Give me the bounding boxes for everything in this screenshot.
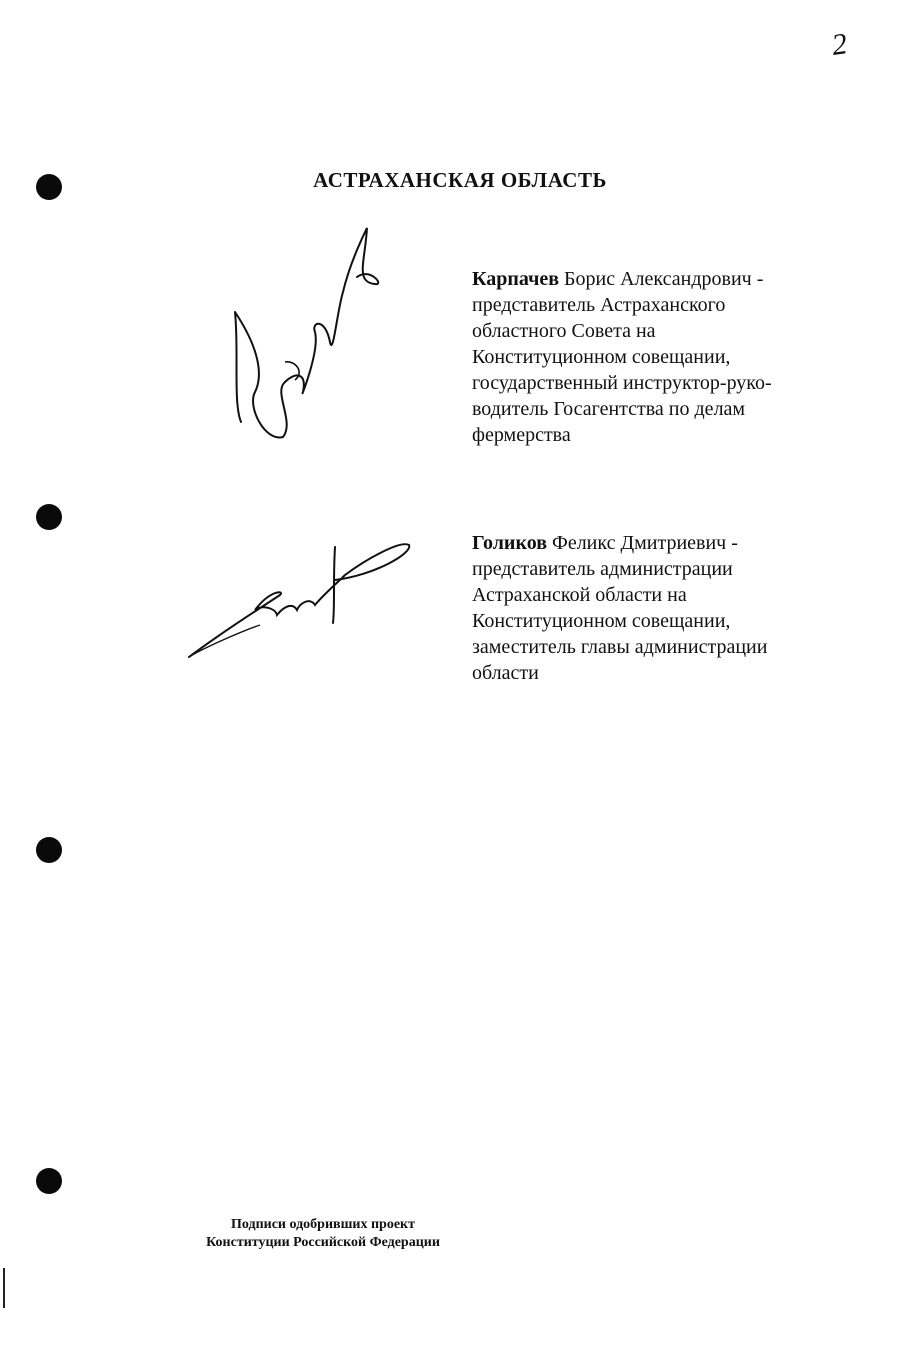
page-number: 2 — [829, 27, 850, 62]
delegate-given-names: Феликс Дмитриевич - — [547, 532, 738, 554]
description-line: заместитель главы администрации — [472, 636, 768, 658]
delegate-surname: Карпачев — [472, 268, 560, 290]
description-line: представитель администрации — [472, 558, 733, 580]
signature-karpachev — [225, 222, 385, 452]
delegate-entry-karpachev — [472, 266, 812, 448]
description-line: представитель Астраханского — [472, 294, 726, 316]
description-line: государственный инструктор-руко- — [472, 372, 772, 394]
footer-line: Конституции Российской Федерации — [206, 1235, 440, 1250]
signature-golikov — [185, 535, 415, 665]
description-line: области — [472, 662, 539, 684]
footer-caption — [188, 1216, 458, 1252]
description-line: Астраханской области на — [472, 584, 687, 606]
delegate-entry-golikov — [472, 530, 812, 686]
binder-hole-icon — [36, 1168, 62, 1194]
scan-edge-mark — [3, 1268, 5, 1308]
binder-hole-icon — [36, 837, 62, 863]
binder-hole-icon — [36, 504, 62, 530]
delegate-name-line — [472, 530, 812, 556]
region-title: АСТРАХАНСКАЯ ОБЛАСТЬ — [313, 168, 607, 192]
delegate-surname: Голиков — [472, 532, 548, 554]
delegate-name-line — [472, 266, 812, 292]
description-line: фермерства — [472, 424, 571, 446]
description-line: Конституционном совещании, — [472, 346, 731, 368]
footer-line: Подписи одобривших проект — [231, 1217, 415, 1232]
description-line: водитель Госагентства по делам — [472, 398, 746, 420]
delegate-given-names: Борис Александрович - — [559, 268, 764, 290]
description-line: Конституционном совещании, — [472, 610, 731, 632]
description-line: областного Совета на — [472, 320, 656, 342]
